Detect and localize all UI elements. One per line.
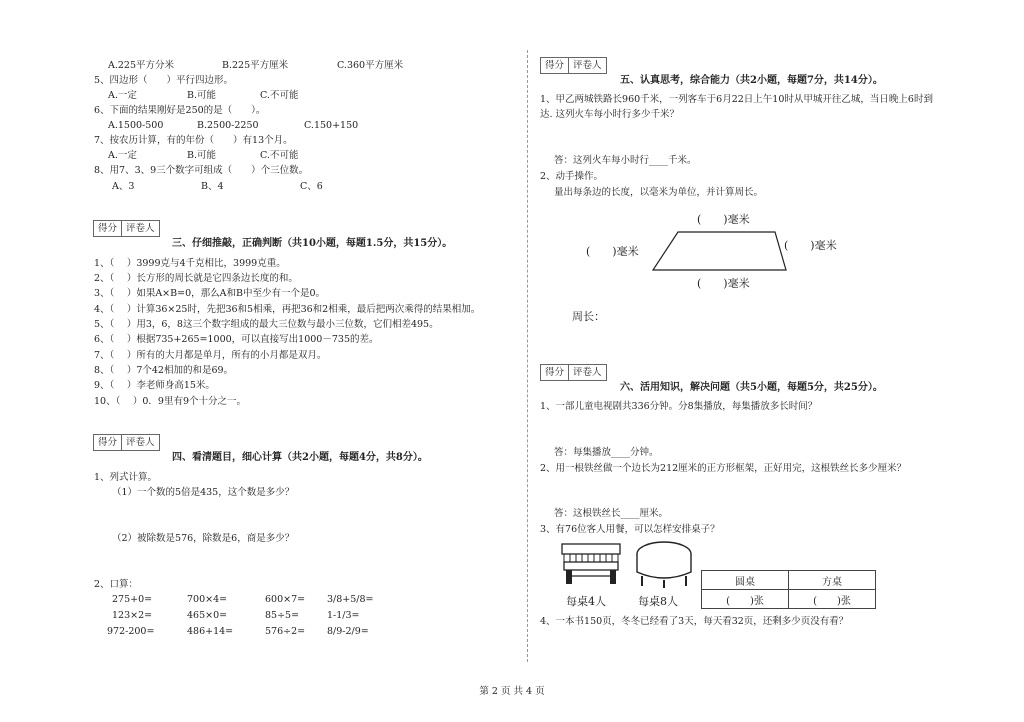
grader-label: 评卷人 [121,221,159,236]
choice-option-c: C.不可能 [260,90,299,101]
choice-option-a: A.225平方分米 [108,60,175,71]
question-text: 1、列式计算。 [94,472,158,483]
judgement-item: 5、（ ）用3，6，8这三个数字组成的最大三位数与最小三位数，它们相差495。 [94,319,439,330]
trapezoid-top-label: ( )毫米 [697,213,750,226]
column-divider [527,50,528,662]
oral-item: 700×4= [187,594,228,605]
seating-header-row [702,571,876,590]
grader-label: 评卷人 [568,58,606,73]
trapezoid-left-label: ( )毫米 [586,245,639,258]
question-text: （2）被除数是576，除数是6，商是多少？ [112,533,295,544]
score-box [540,57,607,74]
oral-item: 85÷5= [265,610,300,621]
section-title: 四、看清题目，细心计算（共2小题，每题4分，共8分）。 [172,452,428,463]
square-table-caption: 每桌4人 [566,595,606,608]
trapezoid-figure [650,228,790,274]
answer-line: 答：这根铁丝长____厘米。 [554,508,669,519]
score-label: 得分 [545,60,565,71]
header-cell: 方桌 [789,571,876,590]
oral-item: 123×2= [112,610,153,621]
perimeter-label: 周长： [572,310,605,323]
question-text: 量出每条边的长度，以毫米为单位，并计算周长。 [554,187,764,198]
choice-question: 8、用7、3、9三个数字可组成（ ）个三位数。 [94,165,309,176]
oral-item: 972-200= [107,626,155,637]
question-text: 3、有76位客人用餐，可以怎样安排桌子？ [540,524,720,535]
choice-option-a: A.1500-500 [108,120,164,131]
judgement-item: 8、（ ）7个42相加的和是69。 [94,365,234,376]
question-text: 4、一本书150页，冬冬已经看了3天，每天看32页，还剩多少页没有看？ [540,616,849,627]
choice-option-c: C.360平方厘米 [337,60,404,71]
judgement-item: 2、（ ）长方形的周长就是它四条边长度的和。 [94,273,298,284]
question-text: 2、口算： [94,579,139,590]
oral-item: 8/9-2/9= [327,626,369,637]
score-box [93,434,160,451]
judgement-item: 6、（ ）根据735+265=1000，可以直接写出1000－735的差。 [94,334,379,345]
oral-item: 3/8+5/8= [327,594,374,605]
choice-option-b: B、4 [201,181,224,192]
answer-cell: ( )张 [789,590,876,609]
choice-option-b: B.2500-2250 [197,120,259,131]
question-text: 1、甲乙两城铁路长960千米，一列客车于6月22日上午10时从甲城开往乙城，当日晚上6时到 [540,94,933,105]
question-text: 1、一部儿童电视剧共336分钟。分8集播放，每集播放多长时间？ [540,401,818,412]
question-text: 2、用一根铁丝做一个边长为212厘米的正方形框架，正好用完，这根铁丝长多少厘米？ [540,463,907,474]
score-label: 得分 [545,367,565,378]
choice-question: 5、四边形（ ）平行四边形。 [94,75,234,86]
section-title: 五、认真思考，综合能力（共2小题，每题7分，共14分）。 [620,75,883,86]
judgement-item: 9、（ ）李老师身高15米。 [94,380,215,391]
choice-option-c: C.不可能 [260,150,299,161]
choice-option-b: B.可能 [187,90,217,101]
section-title: 六、活用知识，解决问题（共5小题，每题5分，共25分）。 [620,382,883,393]
trapezoid-bottom-label: ( )毫米 [697,277,750,290]
choice-option-c: C.150+150 [304,120,359,131]
judgement-item: 1、（ ）3999克与4千克相比，3999克重。 [94,258,286,269]
question-text: 2、动手操作。 [540,171,604,182]
answer-line: 答：这列火车每小时行____千米。 [554,155,697,166]
grader-label: 评卷人 [568,365,606,380]
seating-answer-row [702,590,876,609]
page-footer: 第 2 页 共 4 页 [479,686,545,697]
oral-item: 486+14= [187,626,234,637]
choice-option-b: B.可能 [187,150,217,161]
section-title: 三、仔细推敲，正确判断（共10小题，每题1.5分，共15分）。 [172,238,453,249]
choice-option-b: B.225平方厘米 [222,60,289,71]
score-box [93,220,160,237]
choice-option-c: C、6 [300,181,323,192]
choice-question: 6、下面的结果刚好是250的是（ ）。 [94,105,266,116]
square-table-icon [560,542,622,586]
score-box [540,364,607,381]
choice-option-a: A.一定 [108,90,137,101]
oral-item: 600×7= [265,594,306,605]
question-text: （1）一个数的5倍是435，这个数是多少？ [112,487,295,498]
score-label: 得分 [98,437,118,448]
score-label: 得分 [98,223,118,234]
oral-item: 465×0= [187,610,228,621]
choice-option-a: A.一定 [108,150,137,161]
choice-option-a: A、3 [112,181,135,192]
question-text: 达. 这列火车每小时行多少千米？ [540,109,680,120]
grader-label: 评卷人 [121,435,159,450]
oral-item: 275+0= [112,594,153,605]
round-table-caption: 每桌8人 [638,595,678,608]
answer-line: 答：每集播放____分钟。 [554,447,659,458]
judgement-item: 7、（ ）所有的大月都是单月，所有的小月都是双月。 [94,350,327,361]
seating-table [701,570,876,609]
answer-cell: ( )张 [702,590,789,609]
judgement-item: 4、（ ）计算36×25时，先把36和5相乘，再把36和2相乘，最后把两次乘得的结果相加。 [94,304,481,315]
oral-item: 576÷2= [265,626,306,637]
judgement-item: 10、（ ）0．9里有9个十分之一。 [94,396,246,407]
judgement-item: 3、（ ）如果A×B=0，那么A和B中至少有一个是0。 [94,288,326,299]
header-cell: 圆桌 [702,571,789,590]
choice-question: 7、按农历计算，有的年份（ ）有13个月。 [94,135,293,146]
trapezoid-right-label: ( )毫米 [784,239,837,252]
oral-item: 1-1/3= [327,610,360,621]
round-table-icon [634,540,694,590]
